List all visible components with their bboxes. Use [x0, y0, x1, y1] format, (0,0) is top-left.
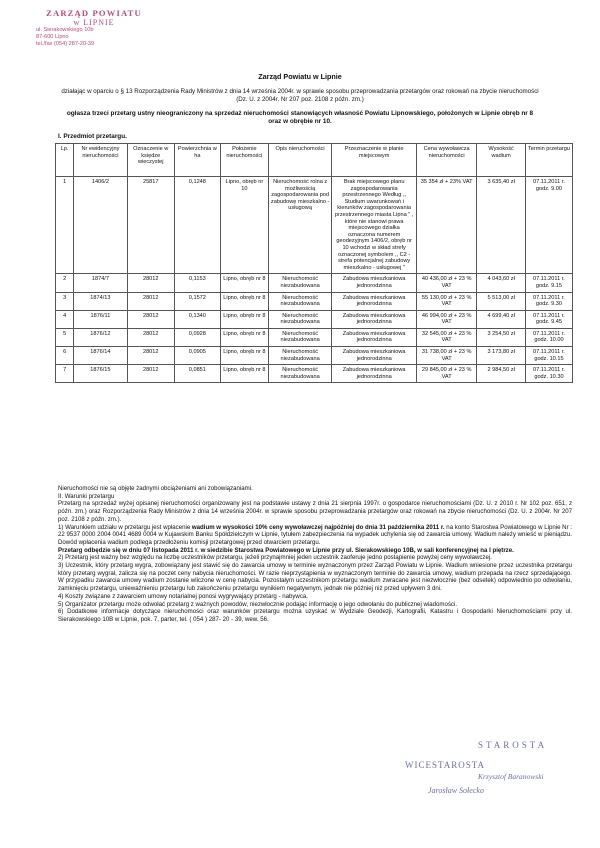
- col-header-kw: Oznaczenie w księdze wieczystej: [127, 144, 174, 177]
- paragraph-1-deposit: wadium w wysokości 10% ceny wywoławczej najpóźniej do dnia 31 października 2011 r.: [191, 523, 445, 531]
- signature-starosta-stamp: STAROSTA: [478, 740, 548, 750]
- cell-area: 0,0928: [174, 328, 220, 346]
- cell-kw: 28012: [127, 328, 174, 346]
- table-row: [56, 365, 573, 383]
- stamp-line-2: w LIPNIE: [73, 18, 115, 27]
- cell-lp: 2: [56, 274, 74, 292]
- cell-date: 07.11.2011 r. godz. 9.15: [525, 274, 572, 292]
- cell-area: 0,0905: [174, 347, 220, 365]
- stamp-address-2: 87-600 Lipno: [36, 34, 69, 40]
- cell-date: 07.11.2011 r. godz. 10.30: [525, 365, 572, 383]
- cell-location: Lipno, obręb nr 8: [220, 328, 268, 346]
- cell-date: 07.11.2011 r. godz. 10.15: [525, 347, 572, 365]
- no-encumbrance-note: Nieruchomości nie są objęte żadnymi obciążeniami ani zobowiązaniami.: [58, 485, 253, 492]
- col-header-area: Powierzchnia w ha: [174, 144, 220, 177]
- cell-purpose: Zabudowa mieszkaniowa jednorodzinna: [332, 365, 417, 383]
- paragraph-1-c: na konto Starostwa Powiatowego w Lipnie Nr : 22 9537 0000 2004 0041 4689 0004 w Kujawskim Banku Spółdzielczym w Lipnie, tytułem zabezpieczenia na wypadek uchylenia się od zawarcia umowy. Wadium należy wnieść w pieniądzu. Dowód wpłacenia wadium podlega przedłożeniu komisji przetargowej przed otwarciem przetargu.: [58, 523, 572, 546]
- table-row: [56, 310, 573, 328]
- conditions-text: [58, 485, 572, 624]
- stamp-address-1: ul. Sierakowskiego 10b: [36, 27, 94, 33]
- cell-description: Nieruchomość niezabudowana: [268, 274, 331, 292]
- cell-description: Nieruchomość niezabudowana: [268, 347, 331, 365]
- office-stamp: [34, 8, 154, 48]
- paragraph-2: 2) Przetarg jest ważny bez względu na liczbę uczestników przetargu, jeżeli przynajmniej jeden uczestnik zaoferuje jedno postąpienie powyżej ceny wywoławczej.: [58, 554, 492, 562]
- col-header-location: Położenie nieruchomości: [220, 144, 268, 177]
- cell-price: 29 845,00 zł + 23 % VAT: [416, 365, 476, 383]
- section-2-heading: II. Warunki przetargu: [58, 492, 115, 500]
- cell-purpose: Zabudowa mieszkaniowa jednorodzinna: [332, 292, 417, 310]
- cell-description: Nieruchomość niezabudowana: [268, 310, 331, 328]
- table-header-row: [56, 144, 573, 177]
- stamp-phone: tel./fax (054) 287-20-39: [36, 41, 95, 47]
- cell-nr: 1406/2: [74, 177, 127, 274]
- cell-lp: 4: [56, 310, 74, 328]
- cell-lp: 6: [56, 347, 74, 365]
- cell-kw: 28012: [127, 365, 174, 383]
- table-row: [56, 274, 573, 292]
- cell-price: 32 545,00 zł + 23 % VAT: [416, 328, 476, 346]
- col-header-date: Termin przetargu: [525, 144, 572, 177]
- cell-description: Nieruchomość rolna z możliwością zagospodarowania pod zabudowę mieszkalno - usługową: [268, 177, 331, 274]
- cell-deposit: 3 254,50 zł: [477, 328, 526, 346]
- cell-nr: 1874/7: [74, 274, 127, 292]
- cell-kw: 25817: [127, 177, 174, 274]
- col-header-purpose: Przeznaczenie w planie miejscowym: [332, 144, 417, 177]
- paragraph-4: 4) Koszty związane z zawarciem umowy notarialnej ponosi wygrywający przetarg - nabywca.: [58, 592, 308, 600]
- paragraph-legal-basis: Przetarg na sprzedaż wyżej opisanej nieruchomości organizowany jest na podstawie ustawy z dnia 21 sierpnia 1997r. o gospodarce nieruchomościami (Dz. U. z 2010 r. Nr 102 poz. 651, z późn. zm.) oraz Rozporządzenia Rady Ministrów z dnia 14 września 2004r. w sprawie sposobu przeprowadzania przetargów oraz rokowań na zbycie nieruchomości (Dz. U. z 2004r. Nr 207 poz. 2108 z późn. zm.).: [58, 500, 572, 523]
- cell-kw: 28012: [127, 347, 174, 365]
- cell-location: Lipno, obręb nr 8: [220, 365, 268, 383]
- cell-date: 07.11.2011 r. godz. 9.45: [525, 310, 572, 328]
- paragraph-3: 3) Uczestnik, który przetarg wygra, zobowiązany jest stawić się do zawarcia umowy w terminie wyznaczonym przez Zarząd Powiatu w Lipnie. Wadium wniesione przez uczestnika przetargu który przetarg wygrał, zalicza się na poczet ceny nabycia nieruchomości. W razie nieprzystąpienia w wyznaczonym terminie do zawarcia umowy, wadium przepada na rzecz sprzedającego. W przypadku zawarcia umowy wadium zostanie wliczone w cenę nabycia. Pozostałym uczestnikom przetargu wadium zwracane jest niezwłocznie (bez odsetek) odpowiednio po odwołaniu, zamknięciu przetargu, unieważnieniu przetargu lub zakończeniu przetargu wynikiem negatywnym, jednak nie później niż przed upływem 3 dni.: [58, 562, 572, 593]
- signature-name-1: Krzysztof Baranowski: [478, 772, 544, 781]
- cell-price: 35 354 zł + 23% VAT: [416, 177, 476, 274]
- cell-lp: 7: [56, 365, 74, 383]
- cell-date: 07.11.2011 r. godz. 9.30: [525, 292, 572, 310]
- cell-kw: 28012: [127, 310, 174, 328]
- col-header-nr: Nr ewidencyjny nieruchomości: [74, 144, 127, 177]
- col-header-price: Cena wywoławcza nieruchomości: [416, 144, 476, 177]
- legal-basis-intro: działając w oparciu o § 13 Rozporządzenia Rady Ministrów z dnia 14 września 2004r. w sprawie sposobu przeprowadzania przetargów oraz rokowań na zbycie nieruchomości (Dz. U. z 2004r. Nr 207 poz. 2108 z późn. zm.): [61, 88, 539, 103]
- cell-area: 0,1153: [174, 274, 220, 292]
- cell-purpose: Brak miejscowego planu zagospodarowania przestrzennego Według ,, Studium uwarunkowań i kierunków zagospodarowania przestrzennego miasta Lipna " , które nie stanowi prawa miejscowego działka oznaczona numerem geodezyjnym 1406/2, obręb nr 10 wchodzi w skład strefy oznaczonej symbolem ,, C2 - strefa potencjalnej zabudowy mieszkalno - usługowej ": [332, 177, 417, 274]
- cell-kw: 28012: [127, 274, 174, 292]
- cell-deposit: 4 699,40 zł: [477, 310, 526, 328]
- cell-area: 0,0851: [174, 365, 220, 383]
- cell-price: 31 738,00 zł + 23 % VAT: [416, 347, 476, 365]
- cell-location: Lipno, obręb nr 8: [220, 310, 268, 328]
- cell-description: Nieruchomość niezabudowana: [268, 365, 331, 383]
- cell-nr: 1876/14: [74, 347, 127, 365]
- cell-lp: 1: [56, 177, 74, 274]
- cell-description: Nieruchomość niezabudowana: [268, 328, 331, 346]
- cell-nr: 1876/11: [74, 310, 127, 328]
- cell-deposit: 2 984,50 zł: [477, 365, 526, 383]
- section-1-heading: I. Przedmiot przetargu.: [58, 133, 127, 140]
- cell-nr: 1876/15: [74, 365, 127, 383]
- cell-location: Lipno, obręb nr 10: [220, 177, 268, 274]
- cell-purpose: Zabudowa mieszkaniowa jednorodzinna: [332, 328, 417, 346]
- table-row: [56, 292, 573, 310]
- cell-description: Nieruchomość niezabudowana: [268, 292, 331, 310]
- stamp-line-1: ZARZĄD POWIATU: [46, 8, 142, 18]
- cell-location: Lipno, obręb nr 8: [220, 274, 268, 292]
- cell-purpose: Zabudowa mieszkaniowa jednorodzinna: [332, 274, 417, 292]
- cell-deposit: 5 513,00 zł: [477, 292, 526, 310]
- cell-area: 0,1572: [174, 292, 220, 310]
- cell-price: 40 436,00 zł + 23 % VAT: [416, 274, 476, 292]
- document-title: Zarząd Powiatu w Lipnie: [258, 72, 342, 81]
- col-header-description: Opis nieruchomości: [268, 144, 331, 177]
- table-row: [56, 328, 573, 346]
- signature-name-2: Jarosław Sołecko: [428, 786, 484, 795]
- cell-kw: 28012: [127, 292, 174, 310]
- table-row: [56, 347, 573, 365]
- paragraph-6: 6) Dodatkowe informacje dotyczące nieruchomości oraz warunków przetargu można uzyskać w Wydziale Geodezji, Kartografii, Katastru i Gospodarki Nieruchomościami przy ul. Sierakowskiego 10B w Lipnie, pok. 7, parter, tel. ( 054 ) 287- 20 - 39, wew. 56.: [58, 608, 572, 623]
- signature-wicestarosta-stamp: WICESTAROSTA: [405, 760, 486, 770]
- cell-deposit: 4 043,60 zł: [477, 274, 526, 292]
- table-row: [56, 177, 573, 274]
- col-header-lp: Lp.: [56, 144, 74, 177]
- cell-date: 07.11.2011 r. godz. 9.00: [525, 177, 572, 274]
- cell-location: Lipno, obręb nr 8: [220, 347, 268, 365]
- cell-purpose: Zabudowa mieszkaniowa jednorodzinna: [332, 347, 417, 365]
- cell-lp: 3: [56, 292, 74, 310]
- cell-purpose: Zabudowa mieszkaniowa jednorodzinna: [332, 310, 417, 328]
- cell-area: 0,1340: [174, 310, 220, 328]
- cell-lp: 5: [56, 328, 74, 346]
- cell-area: 0,1248: [174, 177, 220, 274]
- paragraph-1-a: 1) Warunkiem udziału w przetargu jest wpłacenie: [58, 523, 192, 531]
- cell-deposit: 3 635,40 zł: [477, 177, 526, 274]
- cell-price: 55 130,00 zł + 23 % VAT: [416, 292, 476, 310]
- cell-location: Lipno, obręb nr 8: [220, 292, 268, 310]
- paragraph-auction-date: Przetarg odbędzie się w dniu 07 listopada 2011 r. w siedzibie Starostwa Powiatowego w Lipnie przy ul. Sierakowskiego 10B, w sali konferencyjnej na I piętrze.: [58, 546, 514, 554]
- cell-date: 07.11.2011 r. godz. 10.00: [525, 328, 572, 346]
- properties-table: [55, 143, 573, 383]
- col-header-deposit: Wysokość wadium: [477, 144, 526, 177]
- paragraph-1: [58, 524, 572, 547]
- cell-nr: 1876/12: [74, 328, 127, 346]
- paragraph-5: 5) Organizator przetargu może odwołać przetarg z ważnych powodów, niezwłocznie podając informację o jego odwołaniu do publicznej wiadomości.: [58, 600, 458, 608]
- cell-price: 46 994,00 zł + 23 % VAT: [416, 310, 476, 328]
- cell-deposit: 3 173,80 zł: [477, 347, 526, 365]
- announcement-heading: ogłasza trzeci przetarg ustny nieograniczony na sprzedaż nieruchomości stanowiących własność Powiatu Lipnowskiego, położonych w Lipnie obręb nr 8 oraz w obrębie nr 10.: [66, 110, 534, 125]
- cell-nr: 1874/13: [74, 292, 127, 310]
